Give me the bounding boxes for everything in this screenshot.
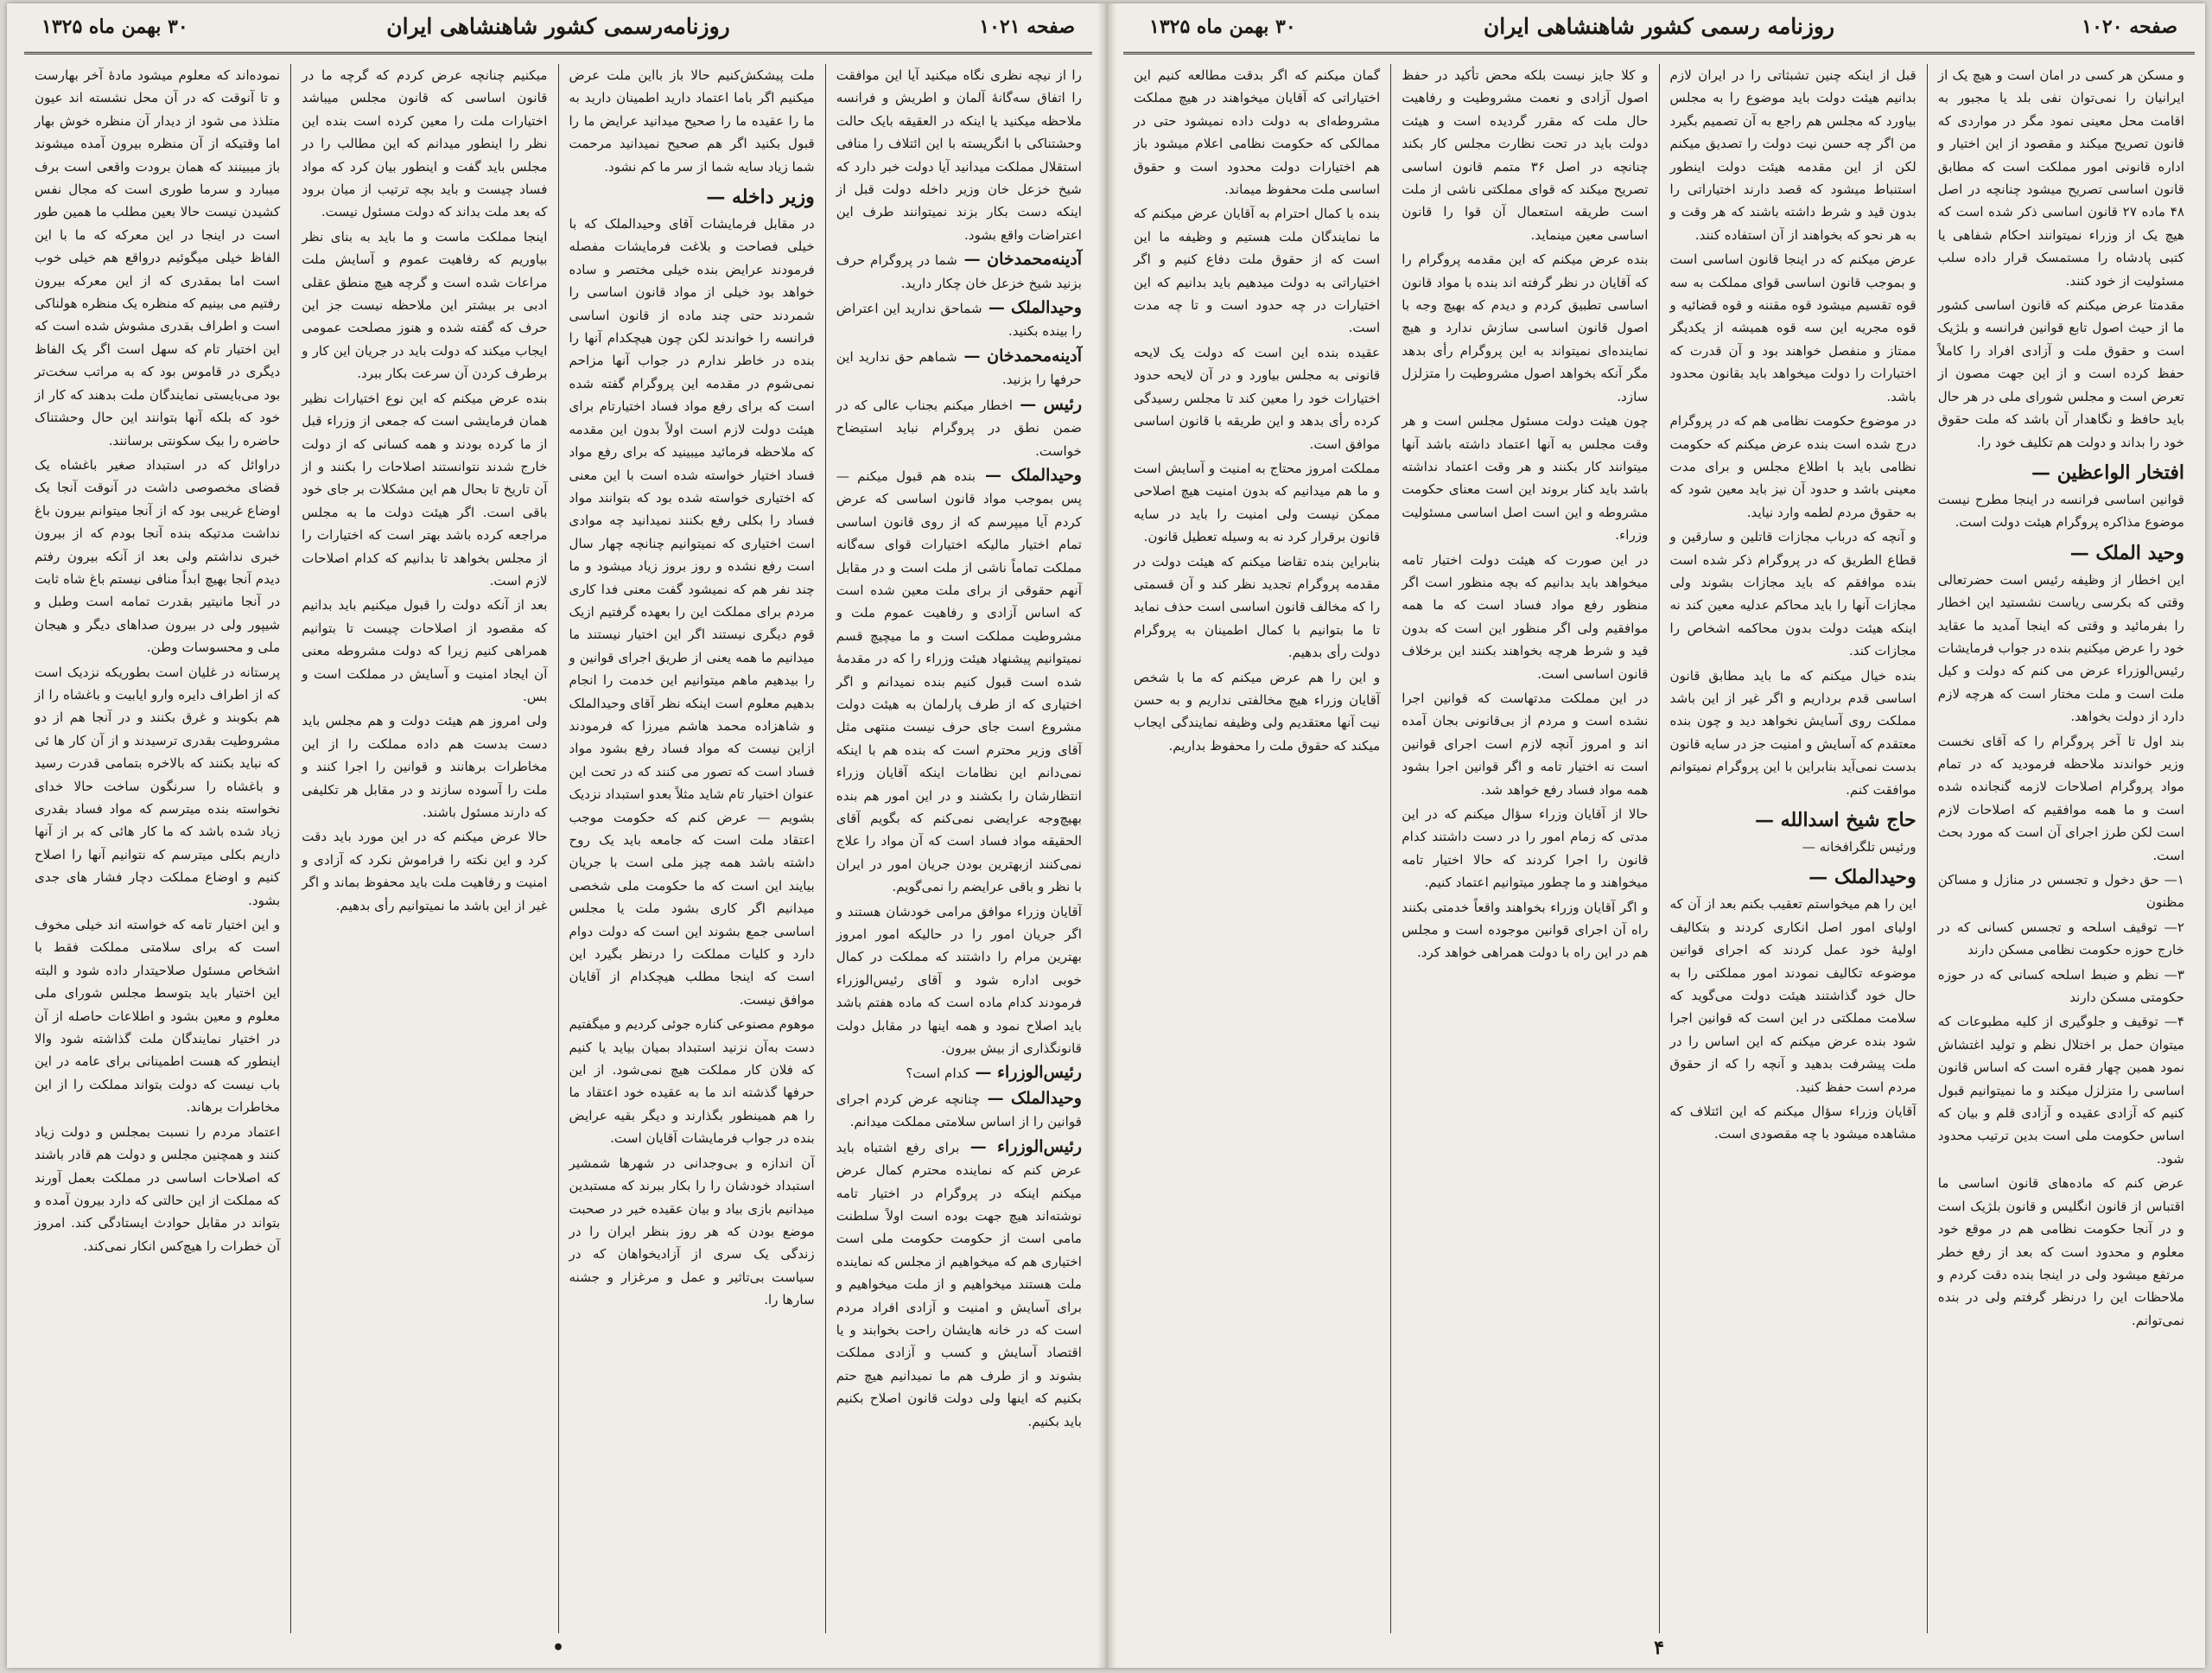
text-column	[825, 64, 1092, 1633]
paragraph-text: نموده‌اند که معلوم میشود مادهٔ آخر بهارست و تا آنوقت که در آن محل نشسته اند عیون متلذذ می شود از دیدار آن منظره خوش بهار اما وقتیکه از آن منظره بیرون آمده میشوند باز میبینند که همان برودت واقعی است برف میبارد و سرما طوری است که مجال نفس کشیدن نیست حالا بعین مطلب ما همین طور است در اینجا در این معرکه که ما با این الفاظ خیلی میگوئیم درواقع هم خیلی خوب است اما بمقدری که از این معرکه بیرون رفتیم می بینیم که منظره یک منظره هولناکی است و اطراف بقدری مشوش شده است که این اختیار تام که سهل است اگر یک الفاظ دیگری در قاموس بود که به مراتب سخت‌تر بود می‌بایستی نمایندگان ملت بدهند که کار از خود که بلکه آنها بتوانند این حال وحشتناک حاضره را بیک سکونتی برسانند.	[35, 67, 281, 448]
paragraph	[1938, 1172, 2184, 1332]
text-column	[1390, 64, 1658, 1633]
paragraph	[1670, 665, 1916, 801]
newspaper-spread	[7, 3, 2205, 1668]
paragraph-text: گمان میکنم که اگر بدقت مطالعه کنیم این اختیاراتی که آقایان میخواهند در هیچ مملکت مشروطه‌ای به دولت داده نمیشود حتی در ممالکی که حکومت نظامی اعلام میشود باز هم اختیارات دولت محدود است و حقوق اساسی ملت محفوظ میماند.	[1134, 67, 1381, 198]
paragraph	[1134, 341, 1380, 455]
paragraph	[302, 64, 547, 224]
speaker-name: رئیس‌الوزراء —	[959, 1136, 1082, 1156]
paragraph-text: ولی امروز هم هیئت دولت و هم مجلس باید دست بدست هم داده مملکت را از این مخاطرات برهانند و قوانین را اجرا کنند و ملت را آسوده سازند و در مقابل هر تکلیفی که دارند مسئول باشند.	[302, 713, 548, 820]
paragraph	[1402, 896, 1648, 964]
paragraph-text: و کلا جایز نیست بلکه محض تأکید در حفظ اصول آزادی و نعمت مشروطیت و رفاهیت حال ملت که مقرر گردیده است و هیئت دولت باید در تحت نظارت مجلس کار بکند چنانچه در اصل ۳۶ متمم قانون اساسی تصریح میکند که قوای مملکتی ناشی از ملت است طریقه استعمال آن قوا را قانون اساسی معین مینماید.	[1402, 67, 1649, 243]
text-column	[1123, 64, 1390, 1633]
paragraph-text: در این مملکت مدتهاست که قوانین اجرا نشده است و مردم از بی‌قانونی بجان آمده اند و امروز آنچه لازم است اجرای قوانین است نه اختیار تامه و اگر قوانین اجرا بشود همه مواد فساد رفع خواهد شد.	[1402, 690, 1649, 798]
paragraph	[836, 464, 1082, 899]
paragraph-text: شما در پروگرام حرف بزنید شیخ خزعل خان چکار دارید.	[836, 252, 1082, 291]
paragraph-text: را از نیچه نظری نگاه میکنید آیا این موافقت را اتفاق سه‌گانهٔ آلمان و اطریش و فرانسه ملاحظه میکنید یا اینکه در العقیقه بایک حالت وحشتناکی با انگریسته با این ائتلاف را منافی استقلال مملکت میدانید آیا دولت خبر دارد که شیخ خزعل خان وزیر داخله دولت قبل از اینکه دست بکار بزند نمیتوانند طرف این اعتراضات واقع بشود.	[836, 67, 1082, 243]
paragraph	[35, 64, 280, 452]
paragraph-text: حالا عرض میکنم که در این مورد باید دقت کرد و این نکته را فراموش نکرد که آزادی و امنیت و رفاهیت ملت باید محفوظ بماند و اگر غیر از این باشد ما نمیتوانیم رأی بدهیم.	[302, 829, 548, 913]
paragraph	[1938, 730, 2184, 867]
paragraph	[1402, 803, 1648, 894]
paragraph-text: شماهم حق ندارید این حرفها را بزنید.	[836, 348, 1082, 388]
speaker-heading: وحیدالملک —	[1808, 866, 1916, 889]
paragraph	[1402, 64, 1648, 246]
header-rule	[24, 52, 1092, 54]
speaker-name: رئیس‌الوزراء —	[969, 1063, 1082, 1083]
paragraph	[1670, 410, 1916, 524]
header-rule	[1123, 52, 2195, 54]
paragraph-text: عقیده بنده این است که دولت یک لایحه قانونی به مجلس بیاورد و در آن لایحه حدود اختیارات خود را معین کند تا مجلس رسیدگی کرده رأی بدهد و این طریقه با قانون اساسی موافق است.	[1134, 344, 1381, 452]
paragraph-text: قوانین اساسی فرانسه در اینجا مطرح نیست موضوع مذاکره پروگرام هیئت دولت است.	[1937, 491, 2184, 531]
paragraph	[302, 594, 547, 708]
paragraph	[836, 296, 1082, 343]
speaker-name: وحیدالملک —	[982, 298, 1082, 318]
page-footer-mark: •	[551, 1637, 565, 1659]
text-column	[24, 64, 290, 1633]
left-page-columns	[24, 64, 1092, 1633]
speaker-name: آدینه‌محمدخان —	[957, 346, 1082, 366]
text-column	[1927, 64, 2195, 1633]
paragraph	[1134, 64, 1380, 200]
paragraph-text: ۳— نظم و ضبط اسلحه کسانی که در حوزه حکومتی مسکن دارند	[1937, 966, 2184, 1006]
issue-date: ۳۰ بهمن ماه ۱۳۲۵	[1149, 16, 1296, 38]
speaker-heading: وزیر داخله —	[706, 186, 815, 209]
paragraph	[1134, 202, 1380, 339]
paragraph	[302, 709, 547, 824]
paragraph-text: مقدمتا عرض میکنم که قانون اساسی کشور ما از حیث اصول تابع قوانین فرانسه و بلژیک است و حقوق ملت و آزادی افراد را کاملاً حفظ کرده است و از این جهت مصون از تعرض است و مجلس شورای ملی در هر حال باید حافظ و نگاهدار آن باشد که ملت حقوق خود را بداند و دولت هم تکلیف خود را.	[1937, 297, 2184, 450]
paragraph	[1670, 836, 1916, 858]
paragraph-text: قبل از اینکه چنین تشبثاتی را در ایران لازم بدانیم هیئت دولت باید موضوع را به مجلس بیاورد که مجلس هم راجع به آن تصمیم بگیرد من اگر چه حسن نیت دولت را تصدیق میکنم لکن از این مقدمه هیئت دولت اینطور استنباط میشود که قصد دارند اختیاراتی را بدون قید و شرط داشته باشند که هر وقت و به هر نحو که بخواهند از آن استفاده کنند.	[1669, 67, 1916, 243]
book-gutter	[1097, 3, 1116, 1668]
paragraph-text: آقایان وزراء موافق مرامی خودشان هستند و اگر جریان امور را در حالیکه امور امروز بهترین مرام را داشتند که مملکت در کمال خوبی اداره شود و آقای رئیس‌الوزراء فرمودند کدام ماده است که ماده هفتم باشد باید اصلاح نمود و همه اینها در مقابل دولت قانونگذاری از بیش بیرون.	[836, 903, 1082, 1057]
paragraph-text: بنده عرض میکنم که این مقدمه پروگرام را که آقایان در نظر گرفته اند بنده با مواد قانون اساسی تطبیق کردم و دیدم که بهیچ وجه با اصول قانون اساسی سازش ندارد و هیچ نماینده‌ای نمیتواند به این پروگرام رأی بدهد مگر آنکه بخواهد اصول مشروطیت را متزلزل سازد.	[1402, 251, 1649, 404]
paragraph	[1670, 1100, 1916, 1146]
paragraph-text: و این را هم عرض میکنم که ما با شخص آقایان وزراء هیچ مخالفتی نداریم و به حسن نیت آنها معتقدیم ولی وظیفه نمایندگی ایجاب میکند که حقوق ملت را محفوظ بداریم.	[1134, 669, 1381, 754]
paragraph-text: ملت پیشکش‌کنیم حالا باز بااین ملت عرض میکنیم اگر باما اعتماد دارید اطمینان دارید به ما را عقیده ما را صحیح میدانید عرایض ما را قبول بکنید اگر هم صحیح نمیدانید مرحمت شما زیاد سایه شما از سر ما کم نشود.	[569, 67, 815, 175]
paragraph	[1938, 488, 2184, 534]
paragraph	[836, 1135, 1082, 1433]
paragraph	[836, 393, 1082, 462]
issue-date: ۳۰ بهمن ماه ۱۳۲۵	[41, 16, 188, 38]
paragraph	[35, 661, 280, 912]
paragraph	[836, 900, 1082, 1060]
newspaper-title: روزنامه‌رسمی کشور شاهنشاهی ایران	[386, 14, 730, 39]
paragraph-text: و آنچه که درباب مجازات قاتلین و سارقین و قطاع الطریق که در پروگرام ذکر شده است بنده موافقم که باید مجازات بشوند ولی مجازات آنها را باید محاکم عدلیه معین کند نه اینکه هیئت دولت بدون محاکمه اشخاص را مجازات کند.	[1669, 529, 1916, 659]
speaker-name: وحیدالملک —	[976, 465, 1082, 485]
paragraph-text: ۴— توقیف و جلوگیری از کلیه مطبوعات که میتوان حمل بر اختلال نظم و تولید اغتشاش نمود همین چهار فقره است که اساس قانون اساسی را متزلزل میکند و ما نمیتوانیم قبول کنیم که آزادی عقیده و آزادی قلم و بیان که اساس حکومت ملی است بدین ترتیب محدود شود.	[1937, 1014, 2184, 1167]
paragraph-text: و مسکن هر کسی در امان است و هیچ یک از ایرانیان را نمی‌توان نفی بلد یا مجبور به اقامت محل معینی نمود مگر در مواردی که قانون تصریح میکند و مقصود از این اختیار و اداره قانونی امور مملکت است که مطابق قانون اساسی تصریح میشود چنانچه در اصل ۴۸ ماده ۲۷ قانون اساسی ذکر شده است که هیچ یک از وزراء نمیتوانند احکام شفاهی یا کتبی پادشاه را مستمسک قرار داده سلب مسئولیت از خود کنند.	[1937, 67, 2185, 289]
paragraph-text: ورئیس تلگرافخانه —	[1802, 839, 1916, 855]
text-column	[290, 64, 557, 1633]
paragraph-text: چنانچه عرض کردم اجرای قوانین را از اساس سلامتی مملکت میدانم.	[836, 1091, 1082, 1130]
speaker-name: آدینه‌محمدخان —	[957, 250, 1082, 270]
paragraph-text: بنده خیال میکنم که ما باید مطابق قانون اساسی قدم برداریم و اگر غیر از این باشد مملکت روی آسایش نخواهد دید و چون بنده معتقدم که آسایش و امنیت جز در سایه قانون بدست نمی‌آید بنابراین با این پروگرام نمیتوانم موافقت کنم.	[1669, 667, 1916, 798]
paragraph	[1670, 64, 1916, 246]
paragraph	[1938, 868, 2184, 914]
paragraph	[1938, 64, 2184, 292]
paragraph-text: اعتماد مردم را نسبت بمجلس و دولت زیاد کنند و همچنین مجلس و دولت هم قادر باشند که اصلاحات اساسی در مملکت بعمل آورند که مملکت از این حالتی که دارد بیرون آمده و بتواند در مقابل حوادث ایستادگی کند. امروز آن خطرات را هیچ‌کس انکار نمی‌کند.	[35, 1123, 281, 1254]
right-page-columns	[1123, 64, 2195, 1633]
paragraph	[1938, 916, 2184, 962]
paragraph-text: ۱— حق دخول و تجسس در منازل و مساکن مظنون	[1937, 872, 2184, 911]
paragraph-text: بنده با کمال احترام به آقایان عرض میکنم که ما نمایندگان ملت هستیم و وظیفه ما این است که از حقوق ملت دفاع کنیم و اگر اختیاراتی به دولت میدهیم باید بدانیم که این اختیارات در چه حدود است و تا چه مدت است.	[1134, 206, 1381, 336]
paragraph-text: پرستانه در غلیان است بطوریکه نزدیک است که از اطراف دایره وارو ایابیت و باغشاه را از هم بکوبند و غرق بکنند و در آنجا هم از دو مشروطیت بقدری ترسیدند و از آن کار ها ئی که نباید بکنند که بالاخره بتمامی قدرت رسید و باغشاه را سرنگون ساخت حالا خدای نخواسته بنده میترسم که مواد فساد بقدری زیاد شده باشد که ما کار هائی که بر از آنها داریم بکلی میترسم که نتوانیم آنها را اصلاح کنیم و اوضاع مملکت دچار فشار های جدی بشود.	[35, 664, 281, 908]
paragraph-text: بنده عرض میکنم که این نوع اختیارات نظیر همان فرمایشی است که جمعی از وزراء قبل از ما کرده بودند و همه کسانی که از دولت خارج شدند نتوانستند اصلاحات را بکنند و از آن تاریخ تا بحال هم این مشکلات بر جای خود باقی است. اگر هیئت دولت ما به مجلس مراجعه کرده باشد بهتر است که اختیارات را از مجلس بخواهد تا بدانیم که کدام اصلاحات لازم است.	[302, 390, 548, 588]
page-number: صفحه ۱۰۲۱	[979, 16, 1075, 38]
paragraph-text: آن اندازه و بی‌وجدانی در شهرها شمشیر استبداد خودشان را را بکار ببرند که مستبدین میدانیم بازی بیاد و بیان عقیده خیر در صحبت موضع بودن که هر روز بنظر ایران را در زندگی یک سری از آزادیخواهان که در سیاست بی‌تاثیر و عمل و مرغزار و جشنه سارها را.	[569, 1155, 815, 1308]
paragraph-text: عرض میکنم که در اینجا قانون اساسی است و بموجب قانون اساسی قوای مملکت به سه قوه تقسیم میشود قوه مقننه و قوه قضائیه و قوه مجریه این سه قوه همیشه از یکدیگر ممتاز و منفصل خواهند بود و آن قدرت که اختیارات را دولت میخواهد باید بقانون محدود باشد.	[1669, 251, 1916, 404]
paragraph-text: بعد از آنکه دولت را قبول میکنیم باید بدانیم که مقصود از اصلاحات چیست تا بتوانیم همراهی کنیم زیرا که دولت مشروطه معنی آن ایجاد امنیت و آسایش در مملکت است و بس.	[302, 597, 548, 704]
paragraph	[35, 454, 280, 659]
paragraph	[569, 1152, 815, 1312]
paragraph	[302, 387, 547, 593]
paragraph	[35, 913, 280, 1119]
paragraph-text: برای رفع اشتباه باید عرض کنم که نماینده محترم کمال عرض میکنم اینکه در پروگرام در اختیار تامه نوشته‌اند هیچ جهت بوده است اولاً سلطنت مامی است از حکومت حکومت ملی است اختیاری هم که میخواهیم از مجلس که نماینده ملت هستند میخواهیم و از ملت میخواهیم و برای آسایش و امنیت و آزادی افراد مردم است که در خانه هایشان راحت بخوابند و یا اقتصاد آسایش و کسب و آزادی مملکت بشوند و از طرف هم ما نمیدانیم هیچ حتم بکنیم که اینها ولی دولت قانون اصلاح بکنیم باید بکنیم.	[836, 1139, 1082, 1429]
paragraph	[1134, 666, 1380, 758]
paragraph-text: این اخطار از وظیفه رئیس است حضرتعالی وقتی که بکرسی ریاست نشستید این اخطار را بفرمائید و وقتی که اینجا آمدید ما عقاید خود را عرض میکنیم بنده در جواب فرمایشات رئیس‌الوزراء عرض می کنم که دولت و کیل ملت است و ملت مختار است که هرچه لازم دارد از دولت بخواهد.	[1937, 571, 2184, 725]
text-column	[1659, 64, 1927, 1633]
paragraph-text: بند اول تا آخر پروگرام را که آقای نخست وزیر خواندند ملاحظه فرمودید که در تمام مواد پروگرام اصلاحات لازمه گنجانده شده است و ما همه موافقیم که اصلاحات لازم است لکن طرز اجرای آن است که مورد بحث است.	[1937, 733, 2184, 863]
paragraph-text: شماحق ندارید این اعتراض را بینده بکنید.	[836, 301, 1082, 340]
paragraph-text: در موضوع حکومت نظامی هم که در پروگرام درج شده است بنده عرض میکنم که حکومت نظامی باید با اطلاع مجلس و برای مدت معینی باشد و حدود آن نیز باید معین شود که به حقوق مردم لطمه وارد نیاید.	[1669, 413, 1916, 520]
paragraph	[1938, 569, 2184, 728]
speaker-name: رئیس —	[1013, 394, 1082, 414]
paragraph-text: کدام است؟	[906, 1066, 969, 1082]
paragraph	[302, 825, 547, 917]
text-column	[558, 64, 825, 1633]
paragraph-text: بنده هم قبول میکنم — پس بموجب مواد قانون اساسی که عرض کردم آیا میپرسم که از روی قانون اساسی تمام اختیار مالیکه اختیارات قوای سه‌گانه مملکت تماماً ناشی از ملت است و در مقابل آنهم حقوقی از برای ملت معین شده است که اساس آزادی و رفاهیت عموم ملت و مشروطیت مملکت است و ما میچیچ قسم نمیتوانیم پیشنهاد هیئت وزراء را که در مقدمهٔ شده است قبول کنیم بنده نمیدانم و اگر اختیاری که از طرف پارلمان به هیئت دولت مشروع است جای حرف نیست منتهی مثل آقای وزیر محترم است که بنده هم با اینکه نمی‌دانم این نظامات اینکه آقایان وزراء انتظارشان را بکشند و در این امور هم بنده بهیچ‌وجه عرایضی نمی‌کنم که بگویم آقای الحقیقه مواد فساد است که آن مواد را علاج نمی‌کنند ازبهترین بودن جریان امور در ایران با نظر و باقی عرایضم را نمی‌گویم.	[836, 468, 1082, 895]
paragraph-text: در این صورت که هیئت دولت اختیار تامه میخواهد باید بدانیم که بچه منظور است اگر منظور رفع مواد فساد است که ما همه موافقیم ولی اگر منظور این است که بدون قید و شرط هرچه بخواهند بکنند این برخلاف قانون اساسی است.	[1402, 551, 1649, 682]
paragraph	[569, 213, 815, 1011]
newspaper-title: روزنامه رسمی کشور شاهنشاهی ایران	[1483, 14, 1835, 39]
speaker-heading: افتخار الواعظین —	[2031, 461, 2184, 484]
paragraph	[1402, 687, 1648, 801]
speaker-heading: وحید الملک —	[2069, 541, 2184, 564]
paragraph	[1670, 893, 1916, 1098]
paragraph	[1402, 248, 1648, 408]
page-number-footer: ۴	[1654, 1637, 1664, 1659]
paragraph	[836, 345, 1082, 391]
paragraph-text: چون هیئت دولت مسئول مجلس است و هر وقت مجلس به آنها اعتماد داشته باشد آنها میتوانند کار بکنند و هر وقت اعتماد نداشته باشد باید کنار بروند این است معنای حکومت مشروطه و این است اصل اساسی مسئولیت وزراء.	[1402, 413, 1649, 544]
paragraph-text: اخطار میکنم بجناب عالی که در ضمن نطق در پروگرام نباید استیضاح خواست.	[836, 397, 1082, 459]
paragraph-text: دراوائل که در استبداد صغیر باغشاه یک قضای مخصوصی داشت در آنوقت آنجا یک اوضاع غریبی بود که از آنجا میتوانم بیرون باغ نداشت مدتیکه بنده آنجا بودم که از بیرون خبری نداشتم ولی بعد از آنکه بیرون رفتم دیدم آنجا بهیچ ابداً منافی نیستم باغ شاه ثابت در آنجا مانیتیر بقدرت تمامه است وطبل و شیپور ولی در بیرون صداهای دیگر و هیجان ملی و محسوسات وطن.	[35, 456, 281, 656]
right-page	[1123, 3, 2195, 1668]
paragraph-text: مملکت امروز محتاج به امنیت و آسایش است و ما هم میدانیم که بدون امنیت هیچ اصلاحی ممکن نیست ولی امنیت را باید در سایه قانون برقرار کرد نه به وسیله تعطیل قانون.	[1134, 460, 1381, 545]
paragraph-text: آقایان وزراء سؤال میکنم که این ائتلاف که مشاهده میشود با چه مقصودی است.	[1669, 1104, 1916, 1142]
paragraph	[1402, 410, 1648, 546]
right-page-header	[1123, 10, 2195, 47]
paragraph	[1134, 550, 1380, 665]
paragraph	[35, 1121, 280, 1257]
paragraph	[1938, 964, 2184, 1009]
paragraph	[1938, 294, 2184, 454]
speaker-heading: حاج شیخ اسدالله —	[1755, 809, 1916, 831]
paragraph	[1670, 248, 1916, 408]
paragraph-text: و این اختیار تامه که خواسته اند خیلی مخوف است که برای سلامتی مملکت فقط با اشخاص مسئول صلاحیتدار داده شود و البته این اختیار باید بتوسط مجلس شورای ملی معلوم و معین بشود و اطلاعات حاصله از آن در اختیار نمایندگان ملت گذاشته شود والا اینطور که هست اطمینانی برای عامه در این باب نیست که دولت بتواند مملکت را از این مخاطرات برهاند.	[35, 917, 281, 1116]
paragraph-text: و اگر آقایان وزراء بخواهند واقعاً خدمتی بکنند راه آن اجرای قوانین موجوده است و مجلس هم در این راه با دولت همراهی خواهد کرد.	[1402, 899, 1649, 961]
paragraph	[836, 248, 1082, 295]
paragraph	[569, 1013, 815, 1149]
paragraph-text: حالا از آقایان وزراء سؤال میکنم که در این مدتی که زمام امور را در دست داشتند کدام قانون را اجرا کردند که حالا اختیار تامه میخواهند و ما چطور میتوانیم اعتماد کنیم.	[1402, 806, 1649, 891]
paragraph-text: اینجا مملکت ماست و ما باید به بنای نظر بیاوریم که رفاهیت عموم و آسایش ملت مراعات شده است و گرچه هیچ منطق عقلی ادبی بر بیشتر این ملاحظه نیست جز این حرف که گفته شده و هنوز مصلحت عمومی ایجاب میکند که دولت باید در جریان این کار و برطرف کردن آن سرعت بکار ببرد.	[302, 228, 548, 382]
paragraph	[1402, 549, 1648, 685]
paragraph	[302, 226, 547, 385]
paragraph-text: بنابراین بنده تقاضا میکنم که هیئت دولت در مقدمه پروگرام تجدید نظر کند و آن قسمتی را که مخالف قانون اساسی است حذف نماید تا ما بتوانیم با کمال اطمینان به پروگرام دولت رأی بدهیم.	[1134, 553, 1381, 661]
paragraph	[1670, 525, 1916, 662]
paragraph	[836, 64, 1082, 246]
paragraph-text: در مقابل فرمایشات آقای وحیدالملک که با خیلی فصاحت و بلاغت فرمایشات مفصله فرمودند عرایض بنده خیلی مختصر و ساده خواهد بود خیلی از مواد قانون اساسی را شمردند حتی چند ماده از قانون اساسی فرانسه را خواندند لکن چون هیچکدام آنها را بنده در خاطر ندارم در جواب آنها مزاحم نمی‌شوم در مقدمه این پروگرام گفته شده است که برای رفع مواد فساد اختیارتام برای هیئت دولت لازم است اولاً بدون این مقدمه که ملاحظه فرمائید میبینید که برای رفع مواد فساد اختیار خواسته شده است با این معنی که اختیاری خواسته شده بود که بتوانند مواد فساد را بکلی رفع بکنند نمیدانید چه موادی است اختیاری که نمیتوانیم چنانچه چهار سال است رفع نشده و روز بروز زیاد میشود و ما چند نفر هم که نمیشود گفت معنی فدا کاری مردم برای مملکت این را بعهده گرفتیم ازیک قوم دیگری نیستند اگر این اختیار نیستند ما میدانیم ما همه یعنی از طریق اجرای قوانین و را بیدهیم ماهم میتوانیم این خدمت را انجام بدهیم معلوم است اینکه نظر آقای وحیدالملک و شاهزاده محمد هاشم میرزا که فرمودند ازاین نیست که مواد فساد رفع بشود مواد فساد است که تصور می کنند که در تحت این عنوان اختیار تام شاید مثلاً بعدو استبداد نزدیک بشویم — عرض کنم که حکومت موجب اعتقاد ملت است که جامعه باید یک روح داشته باشد همه چیز ملی است با جریان بیایند این است که ما حکومت ملی شخصی میدانیم اگر کاری بشود ملت یا مجلس اساسی جمع بشوند این است که دولت دوام دارد و کلیات مملکت را درنظر بگیرد این است که اینجا مطلب هیچکدام از آقایان موافق نیست.	[569, 216, 815, 1008]
paragraph-text: ۲— توقیف اسلحه و تجسس کسانی که در خارج حوزه حکومت نظامی مسکن دارند	[1937, 919, 2184, 958]
speaker-name: وحیدالملک —	[980, 1088, 1082, 1108]
paragraph	[569, 64, 815, 178]
page-number: صفحه ۱۰۲۰	[2082, 16, 2177, 38]
paragraph	[836, 1087, 1082, 1134]
left-page-header	[24, 10, 1092, 47]
paragraph	[1134, 457, 1380, 549]
paragraph	[836, 1061, 1082, 1085]
paragraph	[1938, 1010, 2184, 1170]
paragraph-text: موهوم مصنوعی کناره جوئی کردیم و میگفتیم دست به‌آن نزنید استبداد بمیان بیاید یا کنیم که فلان کار مملکت هیچ نمی‌شود. از این حرفها گذشته اند ما به عقیده خود اعتقاد ما را هم همینطور بگذارند و دیگر بقیه عرایض بنده در جواب فرمایشات آقایان است.	[569, 1016, 815, 1147]
paragraph-text: این را هم میخواستم تعقیب بکنم بعد از آن که اولیای امور اصل انکاری کردند و بتکالیف اولیهٔ خود عمل کردند که اجرای قوانین موضوعه تکالیف نمودند امور مملکتی را به حال خود گذاشتند هیئت دولت می‌گوید که سلامت مملکتی در این است که قوانین اجرا شود بنده عرض میکنم که این اساس را در ملت پیشرفت بدهید و آنچه را که از حقوق مردم است حفظ کنید.	[1669, 896, 1916, 1095]
paragraph-text: عرض کنم که ماده‌های قانون اساسی ما اقتباس از قانون انگلیس و قانون بلژیک است و در آنجا حکومت نظامی هم در موقع خود معلوم و محدود است که بعد از رفع خطر مرتفع میشود ولی در اینجا بنده دقت کردم و ملاحظات این را درنظر گرفتم ولی در بنده نمی‌توانم.	[1937, 1175, 2184, 1328]
left-page	[24, 3, 1092, 1668]
paragraph-text: میکنیم چنانچه عرض کردم که گرچه ما در قانون اساسی که قانون مجلس میباشد اختیارات ملت را معین کرده است بنده این نظر را اینطور میدانم که این مطالب را در مجلس باید گفت و اینطور بیان کرد که مواد فساد چیست و باید بچه ترتیب از میان برود که بعد ملت بداند که دولت مسئول نیست.	[302, 67, 548, 220]
